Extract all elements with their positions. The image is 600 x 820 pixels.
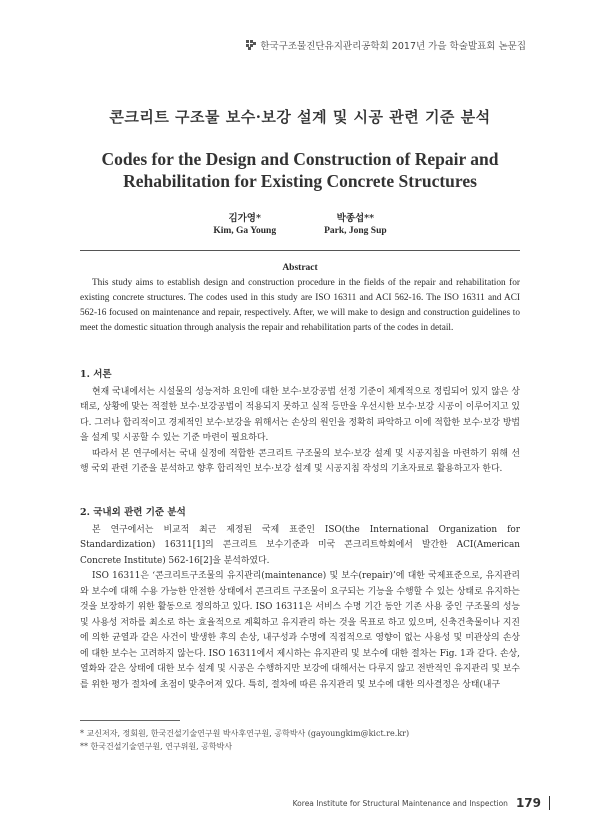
author-block [0, 210, 600, 236]
page-number: 179 [515, 796, 541, 810]
section-2-paragraph-2: ISO 16311은 ‘콘크리트구조물의 유지관리(maintenance) 및 보수(repair)’에 대한 국제표준으로, 유지관리와 보수에 대해 수용 가능한 안전한 상태에서 콘크리트 구조물이 요구되는 기능을 수행할 수 있는 상태로 유지하는 것을 보장하기 위한 활동으로 정의하고 있다. ISO 16311은 서비스 수명 기간 동안 기존 사용 중인 구조물의 성능 및 사용성 저하를 최소로 하는 효율적으로 계획하고 유지관리 하는 것을 목표로 하고 있으며, 신축건축물이나 지진에 의한 균열과 같은 사건이 발생한 후의 손상, 내구성과 수명에 직접적으로 영향이 없는 사용성 및 미관상의 손상에 대한 보수는 고려하지 않는다. ISO 16311에서 제시하는 유지관리 및 보수에 대한 절차는 Fig. 1과 같다. 손상, 열화와 같은 상태에 대한 보수 설계 및 시공은 수행하지만 보강에 대해서는 다루지 않고 전반적인 유지관리 및 보수를 위한 평가 절차에 초점이 맞추어져 있다. 특히, 절차에 따른 유지관리 및 보수에 대한 의사결정은 상태(내구 [80, 571, 520, 690]
abstract-text: This study aims to establish design and construction procedure in the fields of the repair and rehabilitation for existing concrete structures. The codes used in this study are ISO 16311 and ACI 562-16. The ISO 16311 and ACI 562-16 focused on maintenance and repair, respectively. After, we will make to design and construction guidelines to meet the domestic situation through analysis the repair and rehabilitation parts of the codes in detail. [80, 278, 520, 333]
abstract-heading: Abstract [282, 263, 318, 273]
author-2-name-ko: 박종섭** [336, 213, 375, 224]
author-2 [324, 210, 387, 236]
author-1 [213, 210, 276, 236]
title-korean: 콘크리트 구조물 보수·보강 설계 및 시공 관련 기준 분석 [109, 108, 491, 126]
title-english-line2: Rehabilitation for Existing Concrete Structures [123, 171, 477, 191]
author-1-name-en: Kim, Ga Young [213, 226, 277, 236]
page-footer [293, 796, 550, 810]
running-header [246, 38, 526, 52]
title-english [0, 148, 600, 192]
author-2-name-en: Park, Jong Sup [324, 226, 387, 236]
author-1-name-ko: 김가영* [228, 213, 261, 224]
section-introduction [80, 367, 520, 478]
footnote-divider [80, 720, 180, 721]
footnote-corresponding-author: * 교신저자, 정회원, 한국건설기술연구원 박사후연구원, 공학박사 (gayoungkim@kict.re.kr) [80, 729, 410, 738]
title-english-line1: Codes for the Design and Construction of Repair and [101, 149, 499, 169]
section-1-heading: 1. 서론 [80, 369, 112, 380]
header-text: 한국구조물진단유지관리공학회 2017년 가을 학술발표회 논문집 [260, 41, 526, 52]
footnote-second-author: ** 한국건설기술연구원, 연구위원, 공학박사 [80, 742, 233, 751]
title-divider [80, 250, 520, 251]
footer-institute: Korea Institute for Structural Maintenance and Inspection [292, 798, 508, 808]
section-code-analysis [80, 505, 520, 693]
footnotes [80, 727, 409, 753]
footer-divider [549, 796, 550, 810]
section-2-heading: 2. 국내외 관련 기준 분석 [80, 507, 186, 518]
journal-logo-icon [246, 40, 256, 50]
section-2-paragraph-1: 본 연구에서는 비교적 최근 제정된 국제 표준인 ISO(the International Organization for Standardization) 16311[1]의 콘크리트 보수기준과 미국 콘크리트학회에서 발간한 ACI(American Concrete Institute) 562-16[2]을 분석하였다. [80, 524, 520, 566]
section-1-paragraph-2: 따라서 본 연구에서는 국내 실정에 적합한 콘크리트 구조물의 보수·보강 설계 및 시공지침을 마련하기 위해 선행 국외 관련 기준을 분석하고 향후 합리적인 보수·보강 설계 및 시공지침 작성의 기초자료로 활용하고자 한다. [80, 448, 520, 474]
section-1-paragraph-1: 현재 국내에서는 시설물의 성능저하 요인에 대한 보수·보강공법 선정 기준이 체계적으로 정립되어 있지 않은 상태로, 상황에 맞는 적절한 보수·보강공법이 적용되지 못하고 실적 등만을 우선시한 보수·보강 시공이 이루어지고 있다. 그러나 합리적이고 경제적인 보수·보강을 위해서는 손상의 원인을 정확히 파악하고 이에 적합한 보수·보강 방법을 설계 및 시공할 수 있는 기준 마련이 필요하다. [80, 386, 520, 443]
